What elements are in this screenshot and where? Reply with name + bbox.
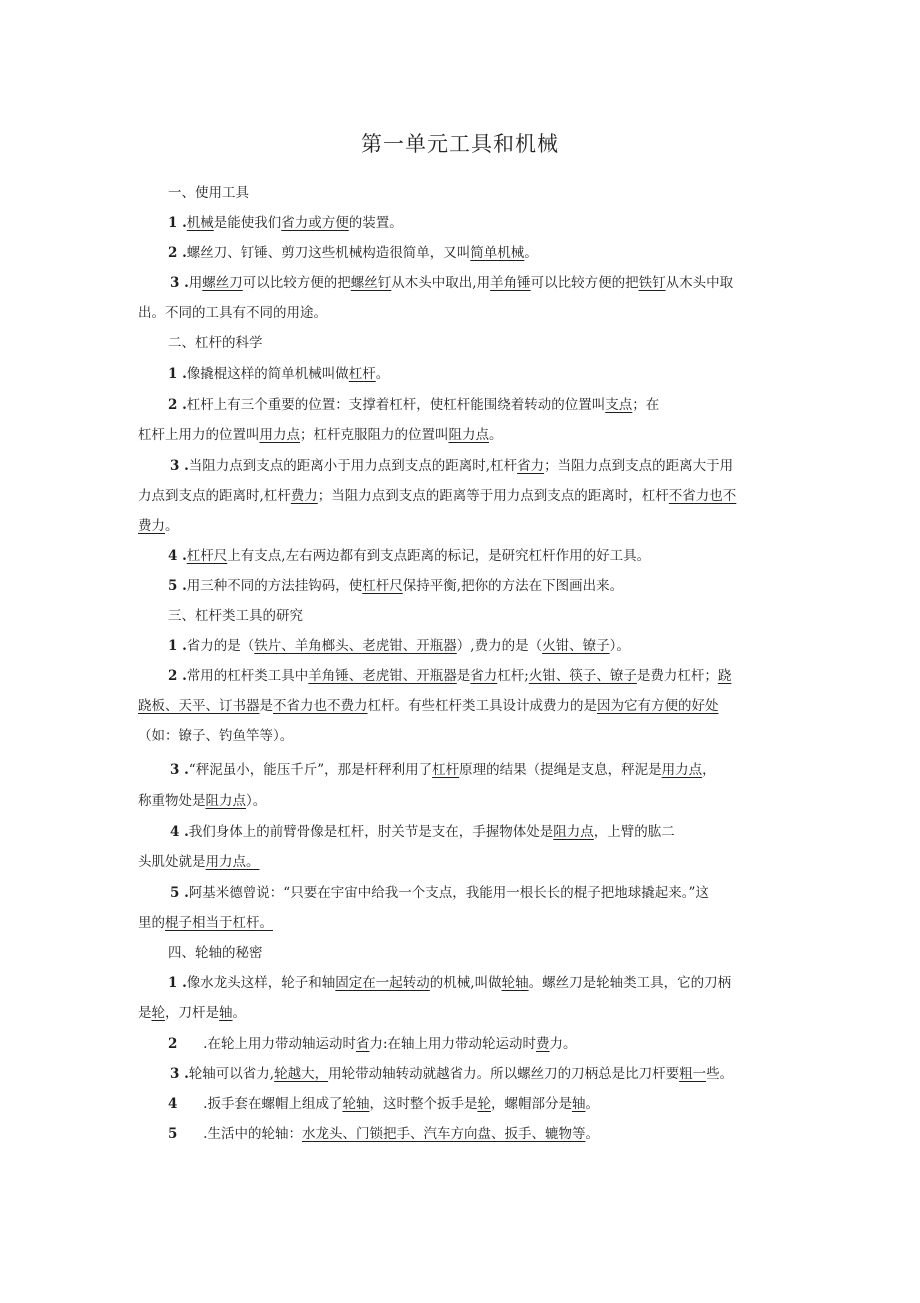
- answer-blank-text: 固定在一起转动: [335, 975, 430, 991]
- paragraph-line: [138, 1003, 788, 1023]
- answer-blank-text: 费力: [290, 488, 318, 504]
- paragraph-line: [138, 883, 788, 903]
- text-run: 。: [489, 427, 503, 443]
- text-run: “秤泥虽小，能压千斤”，那是杆秤利用了: [188, 762, 433, 778]
- text-run: 保持平衡,把你的方法在下图画出来。: [402, 578, 624, 594]
- answer-blank-text: 费: [536, 1036, 550, 1052]
- answer-blank-text: 螺丝钉: [350, 275, 392, 291]
- answer-blank-text: 简单机械: [470, 245, 525, 261]
- answer-blank-text: 阻力点: [205, 793, 246, 809]
- paragraph-line: [138, 636, 788, 656]
- text-run: 螺丝刀、钉锤、剪刀这些机械构造很简单，又叫: [186, 245, 471, 261]
- item-number: 3 .: [170, 1066, 189, 1082]
- text-run: 用轮带动轴转动就越省力。所以螺丝刀的刀柄总是比刀杆要: [328, 1066, 680, 1082]
- text-run: 杠杆上有三个重要的位置：支撑着杠杆，使杠杆能围绕着转动的位置叫: [186, 397, 606, 413]
- item-number: 2 .: [168, 668, 187, 684]
- paragraph-line: [138, 516, 788, 536]
- text-run: 轮轴可以省力,: [188, 1066, 275, 1082]
- text-run: 四、轮轴的秘密: [168, 945, 263, 961]
- text-run: ，螺帽部分是: [490, 1096, 572, 1112]
- text-run: 。: [524, 245, 538, 261]
- text-run: .在轮上用力带动轴运动时: [177, 1036, 356, 1052]
- text-run: 杠杆。有些杠杆类工具设计成费力的是: [367, 698, 597, 714]
- page-title: 第一单元工具和机械: [361, 132, 559, 156]
- answer-blank-text: 机械: [186, 215, 214, 231]
- paragraph-line: [138, 546, 788, 566]
- text-run: 是能使我们: [213, 215, 282, 231]
- paragraph-line: [138, 486, 788, 506]
- paragraph-line: [138, 1064, 788, 1084]
- answer-blank-text: 螺丝刀: [202, 275, 243, 291]
- paragraph-line: [138, 822, 788, 842]
- text-run: 里的: [138, 915, 165, 931]
- item-number: 5 .: [170, 885, 189, 901]
- answer-blank-text: 轴: [571, 1096, 586, 1112]
- text-run: 。螺丝刀是轮轴类工具，它的刀柄: [528, 975, 732, 991]
- text-run: ；杠杆克服阻力的位置叫: [300, 427, 449, 443]
- section-heading: [138, 183, 788, 203]
- text-run: 用: [188, 275, 203, 291]
- text-run: 从木头中取出,用: [391, 275, 491, 291]
- item-number: 1 .: [168, 366, 187, 382]
- paragraph-line: [138, 791, 788, 811]
- section-heading: [138, 606, 788, 626]
- answer-blank-text: 支点: [605, 397, 633, 413]
- paragraph-line: [138, 726, 788, 746]
- answer-blank-text: 省力: [470, 668, 498, 684]
- answer-blank-text: 水龙头、门锁把手、汽车方向盘、扳手、辘物等: [301, 1126, 586, 1142]
- answer-blank-text: 铁片、羊角榔头、老虎钳、开瓶器: [254, 638, 457, 654]
- answer-blank-text: 用力点: [661, 762, 703, 778]
- text-run: 。: [585, 1126, 599, 1142]
- answer-blank-text: 轮: [477, 1096, 491, 1112]
- item-number: 2: [168, 1036, 178, 1052]
- text-run: 。: [232, 1005, 246, 1021]
- section-heading: [138, 943, 788, 963]
- answer-blank-text: 轮轴: [342, 1096, 370, 1112]
- text-run: ）。: [609, 638, 630, 654]
- answer-blank-text: 用力点: [259, 427, 300, 443]
- text-run: 从木头中取: [665, 275, 734, 291]
- answer-blank-text: 棍子相当于杠杆。: [165, 915, 273, 931]
- text-run: （如：镣子、钓鱼竿等）。: [138, 728, 294, 744]
- text-run: 出。不同的工具有不同的用途。: [138, 305, 327, 321]
- answer-blank-text: 因为它有方便的好处: [597, 698, 719, 714]
- answer-blank-text: 用力点。: [205, 854, 260, 870]
- answer-blank-text: 不省力也不: [668, 488, 737, 504]
- text-run: .扳手套在螺帽上组成了: [177, 1096, 343, 1112]
- answer-blank-text: 省: [355, 1036, 370, 1052]
- text-run: 可以比较方便的把: [242, 275, 351, 291]
- answer-blank-text: 杠杆: [348, 366, 376, 382]
- item-number: 5: [168, 1126, 178, 1142]
- paragraph-line: [138, 303, 788, 323]
- answer-blank-text: 杠杆: [432, 762, 460, 778]
- text-run: 常用的杠杆类工具中: [186, 668, 309, 684]
- text-run: 力点到支点的距离时,杠杆: [138, 488, 291, 504]
- text-run: 是: [259, 698, 273, 714]
- item-number: 3 .: [170, 275, 189, 291]
- text-run: 用三种不同的方法挂钩码，使: [186, 578, 363, 594]
- answer-blank-text: 杠杆尺: [186, 548, 228, 564]
- answer-blank-text: 铁钉: [638, 275, 666, 291]
- answer-blank-text: 阻力点: [448, 427, 489, 443]
- answer-blank-text: 轮轴: [501, 975, 529, 991]
- text-run: 我们身体上的前臂骨像是杠杆，肘关节是支在，手握物体处是: [188, 824, 554, 840]
- answer-blank-text: 粗一: [679, 1066, 707, 1082]
- item-number: 1 .: [168, 638, 187, 654]
- item-number: 4: [168, 1096, 178, 1112]
- item-number: 3 .: [170, 458, 189, 474]
- text-run: 原理的结果（提绳是支息，秤泥是: [459, 762, 662, 778]
- paragraph-line: [138, 425, 788, 445]
- text-run: 阿基米德曾说：“只要在宇宙中给我一个支点，我能用一根长长的棍子把地球撬起来。”这: [188, 885, 709, 901]
- text-run: 是费力杠杆；: [636, 668, 718, 684]
- paragraph-line: [138, 852, 788, 872]
- text-run: 力:在轴上用力带动轮运动时: [369, 1036, 537, 1052]
- text-run: 当阻力点到支点的距离小于用力点到支点的距离时,杠杆: [188, 458, 518, 474]
- text-run: 像撬棍这样的简单机械叫做: [186, 366, 349, 382]
- paragraph-line: [138, 243, 788, 263]
- answer-blank-text: 轮: [151, 1005, 165, 1021]
- paragraph-line: [138, 364, 788, 384]
- text-run: 。: [585, 1096, 599, 1112]
- text-run: 三、杠杆类工具的研究: [168, 608, 303, 624]
- answer-blank-text: 轮越大，: [274, 1066, 329, 1082]
- text-run: 像水龙头这样，轮子和轴: [186, 975, 336, 991]
- text-run: ）。: [246, 793, 267, 809]
- answer-blank-text: 羊角锤: [490, 275, 531, 291]
- paragraph-line: [138, 1124, 788, 1144]
- text-run: ，上臂的肱二: [593, 824, 675, 840]
- text-run: 上有支点,左右两边都有到支点距离的标记，是研究杠杆作用的好工具。: [227, 548, 651, 564]
- text-run: 是: [138, 1005, 152, 1021]
- text-run: 的装置。: [348, 215, 403, 231]
- text-run: 可以比较方便的把: [530, 275, 639, 291]
- answer-blank-text: 跷板、天平、订书器: [138, 698, 260, 714]
- paragraph-line: [138, 273, 788, 293]
- item-number: 4 .: [168, 548, 187, 564]
- text-run: 一、使用工具: [168, 185, 249, 201]
- paragraph-line: [138, 666, 788, 686]
- answer-blank-text: 火钳、筷子、镣子: [528, 668, 637, 684]
- item-number: 3 .: [170, 762, 189, 778]
- text-run: 的机械,叫做: [429, 975, 502, 991]
- answer-blank-text: 羊角锤、老虎钳、开瓶器: [308, 668, 457, 684]
- text-run: .生活中的轮轴：: [177, 1126, 302, 1142]
- paragraph-line: [138, 760, 788, 780]
- text-run: 二、杠杆的科学: [168, 335, 263, 351]
- text-run: ，: [702, 762, 716, 778]
- answer-blank-text: 跷: [717, 668, 732, 684]
- text-run: 些。: [706, 1066, 734, 1082]
- item-number: 5 .: [168, 578, 187, 594]
- item-number: 4 .: [170, 824, 189, 840]
- text-run: 称重物处是: [138, 793, 206, 809]
- answer-blank-text: 不省力也不费力: [273, 698, 368, 714]
- paragraph-line: [138, 1094, 788, 1114]
- paragraph-line: [138, 395, 788, 415]
- text-run: ；在: [632, 397, 660, 413]
- text-run: 杠杆;: [497, 668, 529, 684]
- answer-blank-text: 火钳、镣子: [542, 638, 610, 654]
- item-number: 1 .: [168, 975, 187, 991]
- item-number: 2 .: [168, 245, 187, 261]
- text-run: 杠杆上用力的位置叫: [138, 427, 260, 443]
- item-number: 2 .: [168, 397, 187, 413]
- answer-blank-text: 阻力点: [553, 824, 594, 840]
- paragraph-line: [138, 696, 788, 716]
- text-run: 。: [375, 366, 390, 382]
- text-run: ；当阻力点到支点的距离大于用: [544, 458, 734, 474]
- paragraph-line: [138, 576, 788, 596]
- text-run: 头肌处就是: [138, 854, 206, 870]
- paragraph-line: [138, 1034, 788, 1054]
- paragraph-line: [138, 913, 788, 933]
- answer-blank-text: 省力: [517, 458, 545, 474]
- text-run: ）,费力的是（: [456, 638, 543, 654]
- text-run: 。: [165, 518, 179, 534]
- text-run: 省力的是（: [186, 638, 255, 654]
- text-run: ；当阻力点到支点的距离等于用力点到支点的距离时，杠杆: [317, 488, 669, 504]
- answer-blank-text: 杠杆尺: [362, 578, 403, 594]
- item-number: 1 .: [168, 215, 187, 231]
- paragraph-line: [138, 213, 788, 233]
- paragraph-line: [138, 973, 788, 993]
- text-run: 力。: [549, 1036, 577, 1052]
- text-run: ，刀杆是: [165, 1005, 219, 1021]
- answer-blank-text: 轴: [219, 1005, 233, 1021]
- text-run: ，这时整个扳手是: [369, 1096, 478, 1112]
- section-heading: [138, 333, 788, 353]
- paragraph-line: [138, 456, 788, 476]
- answer-blank-text: 费力: [138, 518, 165, 534]
- text-run: 是: [456, 668, 471, 684]
- answer-blank-text: 省力或方便: [281, 215, 349, 231]
